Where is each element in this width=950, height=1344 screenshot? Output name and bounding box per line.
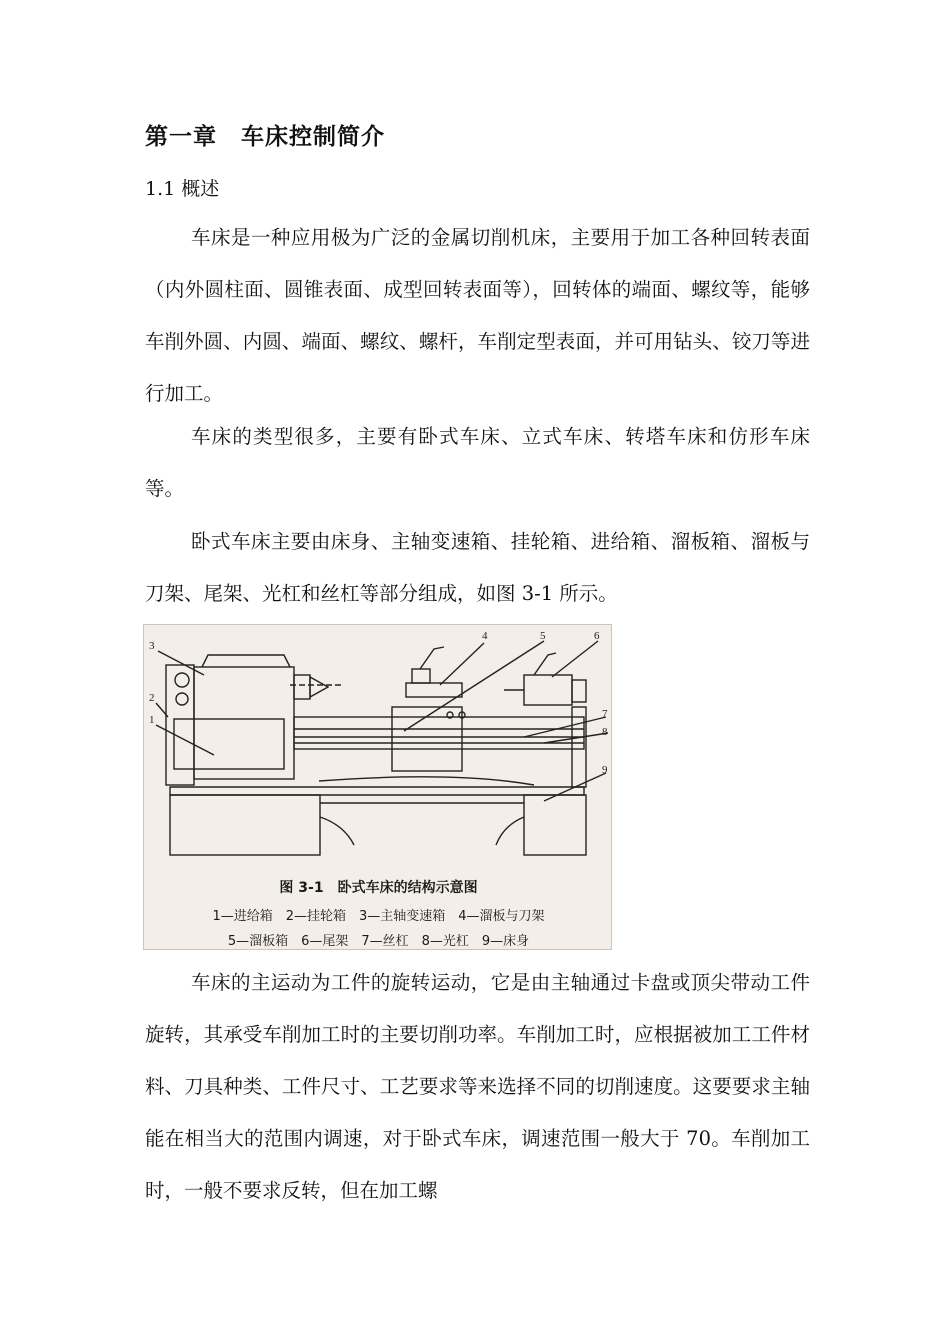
lathe-figure — [143, 624, 612, 950]
label-2: 2 — [149, 692, 155, 704]
tailstock-shape — [524, 675, 572, 705]
figure-legend-line1: 1—进给箱 2—挂轮箱 3—主轴变速箱 4—溜板与刀架 — [212, 909, 545, 924]
label-5: 5 — [540, 630, 546, 642]
chapter-title: 第一章 车床控制简介 — [145, 124, 385, 150]
figure-legend-line2: 5—溜板箱 6—尾架 7—丝杠 8—光杠 9—床身 — [227, 934, 530, 949]
paragraph-1: 车床是一种应用极为广泛的金属切削机床，主要用于加工各种回转表面（内外圆柱面、圆锥表面、成型回转表面等），回转体的端面、螺纹等，能够车削外圆、内圆、端面、螺纹、螺杆，车削定型表面，并可用钻头、铰刀等进行加工。 — [145, 226, 810, 405]
feed-box-shape — [166, 665, 194, 785]
label-6: 6 — [594, 630, 600, 642]
label-3: 3 — [149, 640, 155, 652]
base-right — [524, 795, 586, 855]
paragraph-4: 车床的主运动为工件的旋转运动，它是由主轴通过卡盘或顶尖带动工件旋转，其承受车削加工时的主要切削功率。车削加工时，应根据被加工工件材料、刀具种类、工件尺寸、工艺要求等来选择不同的切削速度。这要要求主轴能在相当大的范围内调速，对于卧式车床，调速范围一般大于 70。车削加工时，一般不要求反转，但在加工螺 — [145, 971, 810, 1202]
figure-caption: 图 3-1 卧式车床的结构示意图 — [279, 880, 478, 896]
paragraph-3: 卧式车床主要由床身、主轴变速箱、挂轮箱、进给箱、溜板箱、溜板与刀架、尾架、光杠和丝杠等部分组成，如图 3-1 所示。 — [145, 530, 810, 605]
base-left — [170, 795, 320, 855]
label-1: 1 — [149, 714, 155, 726]
lathe-diagram — [144, 625, 613, 951]
label-4: 4 — [482, 630, 488, 642]
label-8: 8 — [602, 726, 608, 738]
section-title: 1.1 概述 — [145, 178, 220, 200]
headstock-top — [202, 655, 290, 667]
label-9: 9 — [602, 764, 608, 776]
label-7: 7 — [602, 708, 608, 720]
paragraph-2: 车床的类型很多，主要有卧式车床、立式车床、转塔车床和仿形车床等。 — [145, 425, 810, 500]
headstock-shape — [194, 667, 294, 779]
